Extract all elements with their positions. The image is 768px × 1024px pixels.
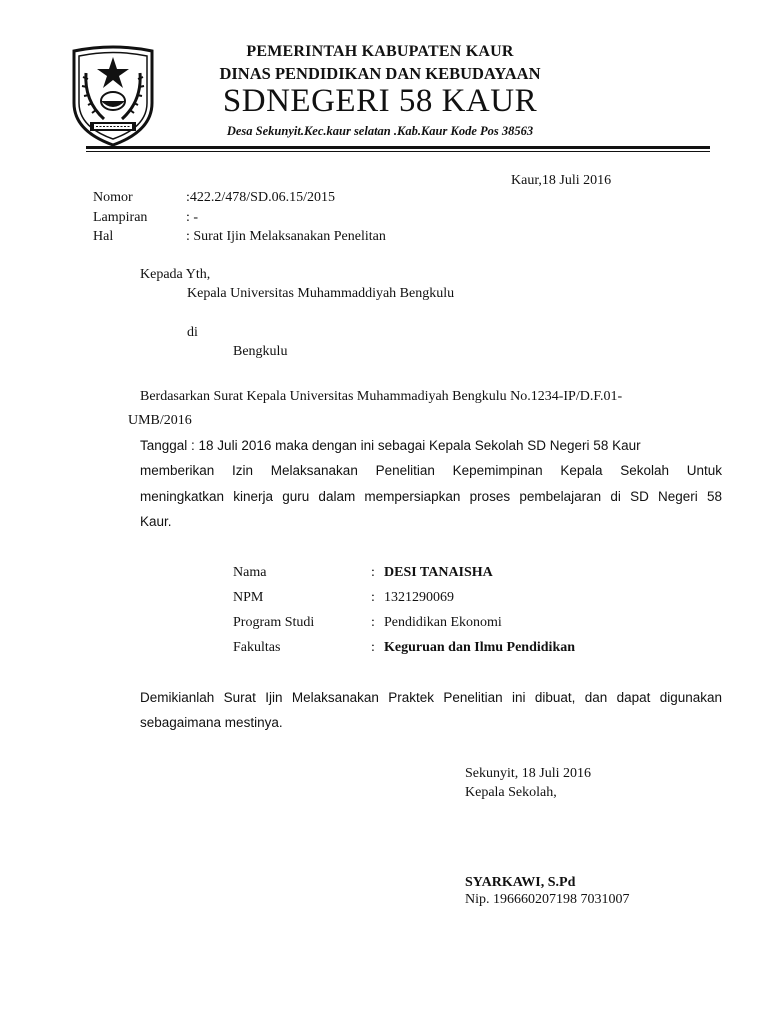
body-paragraph-line: meningkatkan kinerja guru dalam mempersiapkan proses pembelajaran di SD Negeri 58: [140, 489, 722, 504]
body-paragraph-line: Tanggal : 18 Juli 2016 maka dengan ini sebagai Kepala Sekolah SD Negeri 58 Kaur: [140, 438, 641, 453]
government-name: PEMERINTAH KABUPATEN KAUR: [246, 43, 514, 60]
school-name: SDNEGERI 58 KAUR: [222, 83, 538, 119]
body-paragraph-line: UMB/2016: [128, 413, 192, 428]
meta-value: : -: [186, 210, 199, 225]
student-field-colon: :: [371, 590, 375, 605]
meta-label: Lampiran: [93, 210, 148, 225]
signatory-nip: Nip. 196660207198 7031007: [465, 892, 630, 907]
recipient-name: Kepala Universitas Muhammaddiyah Bengkulu: [187, 286, 455, 301]
recipient-place: Bengkulu: [233, 344, 288, 359]
student-field-colon: :: [371, 640, 375, 655]
letter-date: Kaur,18 Juli 2016: [511, 173, 612, 188]
closing-line: Demikianlah Surat Ijin Melaksanakan Praktek Penelitian ini dibuat, dan dapat digunakan: [140, 690, 722, 705]
meta-label: Nomor: [93, 190, 133, 205]
student-faculty: Keguruan dan Ilmu Pendidikan: [384, 640, 576, 655]
student-field-label: Program Studi: [233, 615, 315, 630]
recipient-di: di: [187, 325, 198, 340]
student-program: Pendidikan Ekonomi: [384, 615, 502, 630]
body-paragraph-line: memberikan Izin Melaksanakan Penelitian Kepemimpinan Kepala Sekolah Untuk: [140, 463, 722, 478]
department-name: DINAS PENDIDIKAN DAN KEBUDAYAAN: [219, 64, 541, 83]
letterhead-divider-thin: [86, 151, 710, 152]
meta-value: : Surat Ijin Melaksanakan Penelitan: [186, 229, 386, 244]
student-field-label: Nama: [233, 565, 267, 580]
kaur-regency-emblem: [68, 43, 158, 148]
student-npm: 1321290069: [384, 590, 454, 605]
meta-value: :422.2/478/SD.06.15/2015: [186, 190, 335, 205]
body-paragraph-line: Kaur.: [140, 514, 172, 529]
school-address: Desa Sekunyit.Kec.kaur selatan .Kab.Kaur Kode Pos 38563: [226, 124, 534, 138]
meta-label: Hal: [93, 229, 114, 244]
letterhead-divider-thick: [86, 146, 710, 149]
closing-line: sebagaimana mestinya.: [140, 715, 283, 730]
signatory-name: SYARKAWI, S.Pd: [465, 875, 576, 890]
body-paragraph-line: Berdasarkan Surat Kepala Universitas Muhammadiyah Bengkulu No.1234-IP/D.F.01-: [140, 389, 623, 404]
student-field-colon: :: [371, 615, 375, 630]
student-name: DESI TANAISHA: [384, 565, 493, 580]
student-field-label: NPM: [233, 590, 264, 605]
signature-title: Kepala Sekolah,: [465, 785, 557, 800]
student-field-label: Fakultas: [233, 640, 281, 655]
student-field-colon: :: [371, 565, 375, 580]
recipient-greeting: Kepada Yth,: [140, 267, 211, 282]
signature-place-date: Sekunyit, 18 Juli 2016: [465, 766, 592, 781]
